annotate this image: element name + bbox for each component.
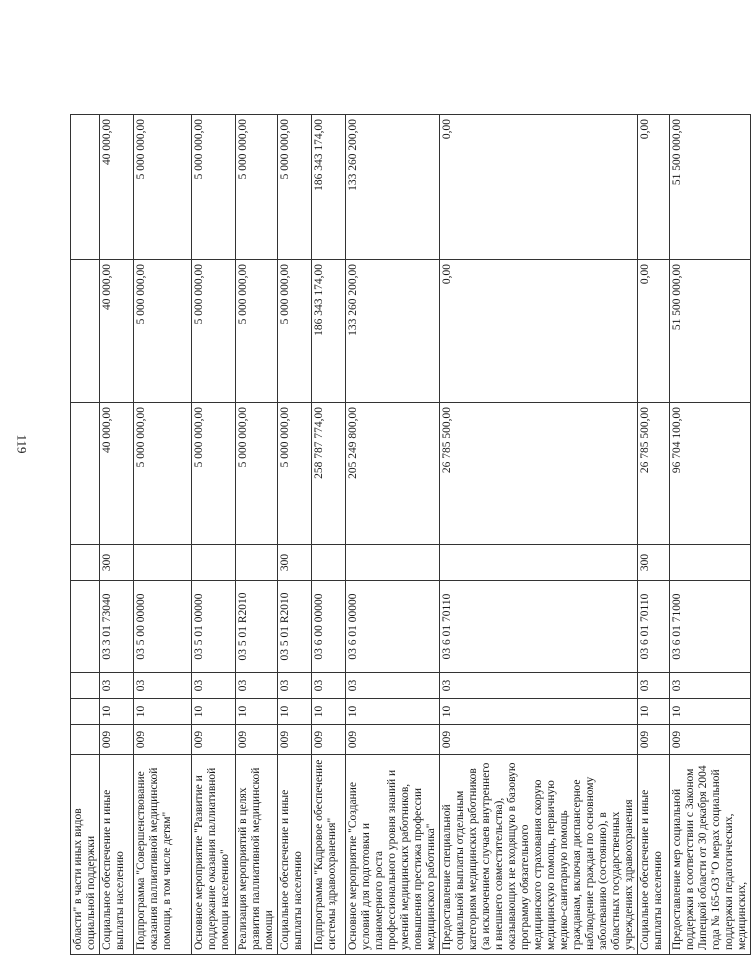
- amount-year1-cell: 26 785 500,00: [638, 403, 670, 545]
- amount-year2-cell: 0,00: [638, 260, 670, 403]
- target-article-cell: 03 3 01 73040: [100, 581, 134, 673]
- target-article-cell: 03 6 01 70110: [638, 581, 670, 673]
- row-name-cell: Предоставление специальной социальной выплаты отдельным категориям медицинских работников (за исключением случаев внутреннего и внешнего совместительства), оказывающих не входящую в базовую программу обязательного медицинского страхования скорую медицинскую помощь, первичную медико-санитарную помощь гражданам, включая диспансерное наблюдение граждан по основному заболеванию (состоянию), в областных государственных учреждениях здравоохранения: [440, 755, 638, 955]
- section-code-cell: 10: [236, 699, 278, 725]
- amount-year2-cell: 5 000 000,00: [192, 260, 236, 403]
- section-code-cell: 10: [440, 699, 638, 725]
- section-code-cell: 10: [670, 699, 751, 725]
- subsection-code-cell: 03: [670, 673, 751, 699]
- amount-year1-cell: 5 000 000,00: [236, 403, 278, 545]
- budget-table: [70, 114, 751, 955]
- amount-year1-cell: [71, 403, 100, 545]
- amount-year2-cell: 5 000 000,00: [236, 260, 278, 403]
- row-name-cell: Основное мероприятие "Развитие и поддержание оказания паллиативной помощи населению": [192, 755, 236, 955]
- amount-year3-cell: 40 000,00: [100, 115, 134, 260]
- expense-type-cell: [236, 545, 278, 581]
- amount-year3-cell: 133 260 200,00: [346, 115, 440, 260]
- subsection-code-cell: 03: [638, 673, 670, 699]
- table-row: [278, 115, 312, 955]
- row-name-cell: Предоставление мер социальной поддержки в соответствии с Законом Липецкой области от 30 декабря 2004 года № 165-ОЗ "О мерах социальной поддержки педагогических, медицинских,: [670, 755, 751, 955]
- subsection-code-cell: 03: [192, 673, 236, 699]
- amount-year1-cell: 5 000 000,00: [278, 403, 312, 545]
- expense-type-cell: 300: [100, 545, 134, 581]
- target-article-cell: 03 5 00 00000: [134, 581, 192, 673]
- expense-type-cell: [192, 545, 236, 581]
- amount-year3-cell: 0,00: [440, 115, 638, 260]
- expense-type-cell: [440, 545, 638, 581]
- row-name-cell: Социальное обеспечение и иные выплаты населению: [100, 755, 134, 955]
- table-row: [134, 115, 192, 955]
- section-code-cell: 10: [312, 699, 346, 725]
- expense-type-cell: [670, 545, 751, 581]
- subsection-code-cell: 03: [346, 673, 440, 699]
- subsection-code-cell: 03: [312, 673, 346, 699]
- table-row: [346, 115, 440, 955]
- section-code-cell: 10: [346, 699, 440, 725]
- section-code-cell: 10: [638, 699, 670, 725]
- amount-year2-cell: 51 500 000,00: [670, 260, 751, 403]
- amount-year2-cell: 0,00: [440, 260, 638, 403]
- table-row: [312, 115, 346, 955]
- target-article-cell: [71, 581, 100, 673]
- row-name-cell: Подпрограмма "Совершенствование оказания паллиативной медицинской помощи, в том числе детям": [134, 755, 192, 955]
- amount-year3-cell: 5 000 000,00: [236, 115, 278, 260]
- table-row: [192, 115, 236, 955]
- expense-type-cell: [312, 545, 346, 581]
- table-row: [71, 115, 100, 955]
- expense-type-cell: [134, 545, 192, 581]
- subsection-code-cell: 03: [100, 673, 134, 699]
- subsection-code-cell: 03: [236, 673, 278, 699]
- row-name-cell: Подпрограмма "Кадровое обеспечение системы здравоохранения": [312, 755, 346, 955]
- expense-type-cell: [346, 545, 440, 581]
- target-article-cell: 03 5 01 00000: [192, 581, 236, 673]
- amount-year1-cell: 205 249 800,00: [346, 403, 440, 545]
- ministry-code-cell: 009: [670, 725, 751, 755]
- row-name-cell: области" в части иных видов социальной поддержки: [71, 755, 100, 955]
- amount-year1-cell: 258 787 774,00: [312, 403, 346, 545]
- amount-year3-cell: 5 000 000,00: [278, 115, 312, 260]
- ministry-code-cell: 009: [346, 725, 440, 755]
- expense-type-cell: [71, 545, 100, 581]
- row-name-cell: Социальное обеспечение и иные выплаты населению: [638, 755, 670, 955]
- ministry-code-cell: 009: [638, 725, 670, 755]
- section-code-cell: 10: [278, 699, 312, 725]
- target-article-cell: 03 6 01 70110: [440, 581, 638, 673]
- ministry-code-cell: 009: [278, 725, 312, 755]
- section-code-cell: [71, 699, 100, 725]
- section-code-cell: 10: [192, 699, 236, 725]
- subsection-code-cell: 03: [440, 673, 638, 699]
- row-name-cell: Основное мероприятие "Создание условий для подготовки и планомерного роста профессионального уровня знаний и умений медицинских работников, повышения престижа профессии медицинского работника": [346, 755, 440, 955]
- section-code-cell: 10: [134, 699, 192, 725]
- ministry-code-cell: 009: [440, 725, 638, 755]
- ministry-code-cell: 009: [236, 725, 278, 755]
- amount-year2-cell: 186 343 174,00: [312, 260, 346, 403]
- amount-year3-cell: 5 000 000,00: [192, 115, 236, 260]
- amount-year1-cell: 5 000 000,00: [192, 403, 236, 545]
- target-article-cell: 03 5 01 R2010: [278, 581, 312, 673]
- ministry-code-cell: 009: [192, 725, 236, 755]
- amount-year3-cell: [71, 115, 100, 260]
- ministry-code-cell: 009: [134, 725, 192, 755]
- target-article-cell: 03 6 00 00000: [312, 581, 346, 673]
- amount-year1-cell: 26 785 500,00: [440, 403, 638, 545]
- amount-year3-cell: 186 343 174,00: [312, 115, 346, 260]
- target-article-cell: 03 6 01 00000: [346, 581, 440, 673]
- row-name-cell: Реализация мероприятий в целях развития паллиативной медицинской помощи: [236, 755, 278, 955]
- table-row: [100, 115, 134, 955]
- amount-year2-cell: 133 260 200,00: [346, 260, 440, 403]
- row-name-cell: Социальное обеспечение и иные выплаты населению: [278, 755, 312, 955]
- expense-type-cell: 300: [638, 545, 670, 581]
- table-row: [638, 115, 670, 955]
- amount-year1-cell: 96 704 100,00: [670, 403, 751, 545]
- ministry-code-cell: 009: [100, 725, 134, 755]
- ministry-code-cell: 009: [312, 725, 346, 755]
- amount-year2-cell: 5 000 000,00: [134, 260, 192, 403]
- ministry-code-cell: [71, 725, 100, 755]
- amount-year2-cell: 5 000 000,00: [278, 260, 312, 403]
- table-row: [670, 115, 751, 955]
- amount-year2-cell: 40 000,00: [100, 260, 134, 403]
- page-number: 119: [14, 434, 30, 454]
- subsection-code-cell: 03: [278, 673, 312, 699]
- table-row: [236, 115, 278, 955]
- amount-year3-cell: 5 000 000,00: [134, 115, 192, 260]
- rotated-page-content: [70, 115, 748, 955]
- amount-year3-cell: 0,00: [638, 115, 670, 260]
- target-article-cell: 03 6 01 71000: [670, 581, 751, 673]
- amount-year1-cell: 40 000,00: [100, 403, 134, 545]
- amount-year3-cell: 51 500 000,00: [670, 115, 751, 260]
- section-code-cell: 10: [100, 699, 134, 725]
- table-row: [440, 115, 638, 955]
- amount-year1-cell: 5 000 000,00: [134, 403, 192, 545]
- subsection-code-cell: [71, 673, 100, 699]
- amount-year2-cell: [71, 260, 100, 403]
- subsection-code-cell: 03: [134, 673, 192, 699]
- target-article-cell: 03 5 01 R2010: [236, 581, 278, 673]
- expense-type-cell: 300: [278, 545, 312, 581]
